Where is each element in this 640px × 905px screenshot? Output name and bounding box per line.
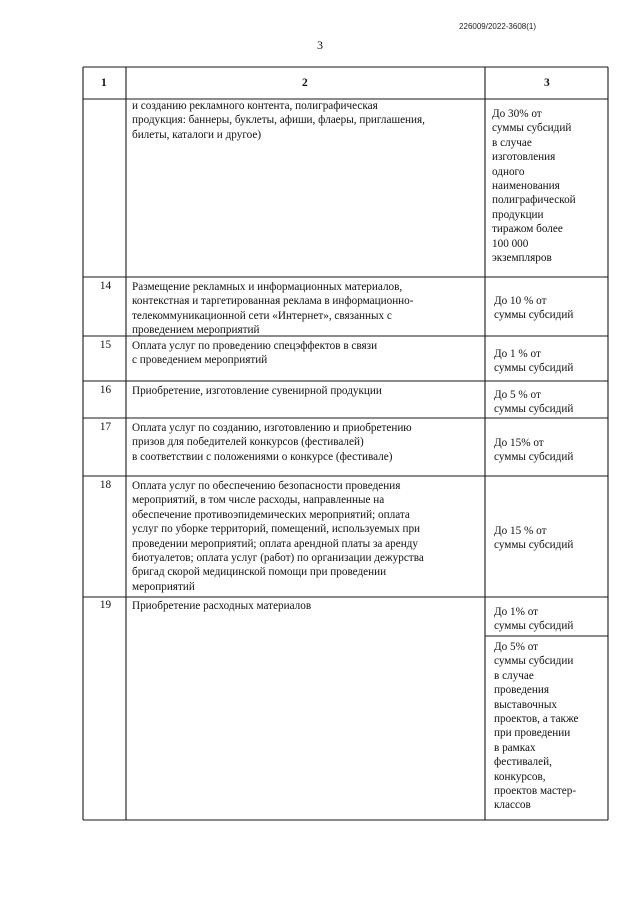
row-14-description: Размещение рекламных и информационных материалов, контекстная и таргетированная реклама в информационно- телекоммуникационной сети «Интернет», связанных с проведением мероприятий	[132, 281, 414, 337]
row-16-description: Приобретение, изготовление сувенирной продукции	[132, 385, 382, 397]
row-continuation-description: и созданию рекламного контента, полиграфическая продукция: баннеры, буклеты, афиши, флаеры, приглашения, билеты, каталоги и другое)	[132, 100, 425, 141]
row-15-limit: До 1 % от суммы субсидий	[494, 348, 574, 375]
row-16-number: 16	[99, 384, 112, 396]
column-header-3: 3	[544, 77, 550, 89]
row-17-description: Оплата услуг по созданию, изготовлению и приобретению призов для победителей конкурсов (фестивалей) в соответствии с положениями о конкурсе (фестивале)	[132, 422, 412, 463]
row-14-number: 14	[99, 280, 112, 292]
row-18-number: 18	[99, 479, 112, 491]
row-17-limit: До 15% от суммы субсидий	[494, 437, 574, 464]
page-number: 3	[317, 38, 323, 52]
document-id: 226009/2022-3608(1)	[459, 22, 536, 31]
row-19-limit-2: До 5% от суммы субсидии в случае проведения выставочных проектов, а также при проведении в рамках фестивалей, конкурсов, проектов мастер- классов	[494, 641, 579, 812]
row-15-description: Оплата услуг по проведению спецэффектов в связи с проведением мероприятий	[132, 340, 378, 367]
row-18-description: Оплата услуг по обеспечению безопасности проведения мероприятий, в том числе расходы, направленные на обеспечение противоэпидемических мероприятий; оплата услуг по уборке территорий, помещений, используемых при проведении мероприятий; оплата арендной платы за аренду биотуалетов; оплата услуг (работ) по организации дежурства бригад скорой медицинской помощи при проведении мероприятий	[132, 480, 424, 593]
row-19-description: Приобретение расходных материалов	[132, 600, 312, 612]
column-header-2: 2	[302, 77, 308, 89]
row-17-number: 17	[99, 421, 112, 433]
row-16-limit: До 5 % от суммы субсидий	[494, 389, 574, 416]
column-header-1: 1	[101, 77, 107, 89]
row-15-number: 15	[99, 339, 112, 351]
row-19-limit-1: До 1% от суммы субсидий	[494, 606, 574, 633]
row-18-limit: До 15 % от суммы субсидий	[494, 525, 574, 552]
row-19-number: 19	[99, 599, 112, 611]
row-continuation-limit: До 30% от суммы субсидий в случае изготовления одного наименования полиграфической продукции тиражом более 100 000 экземпляров	[492, 108, 576, 265]
row-14-limit: До 10 % от суммы субсидий	[494, 295, 574, 322]
